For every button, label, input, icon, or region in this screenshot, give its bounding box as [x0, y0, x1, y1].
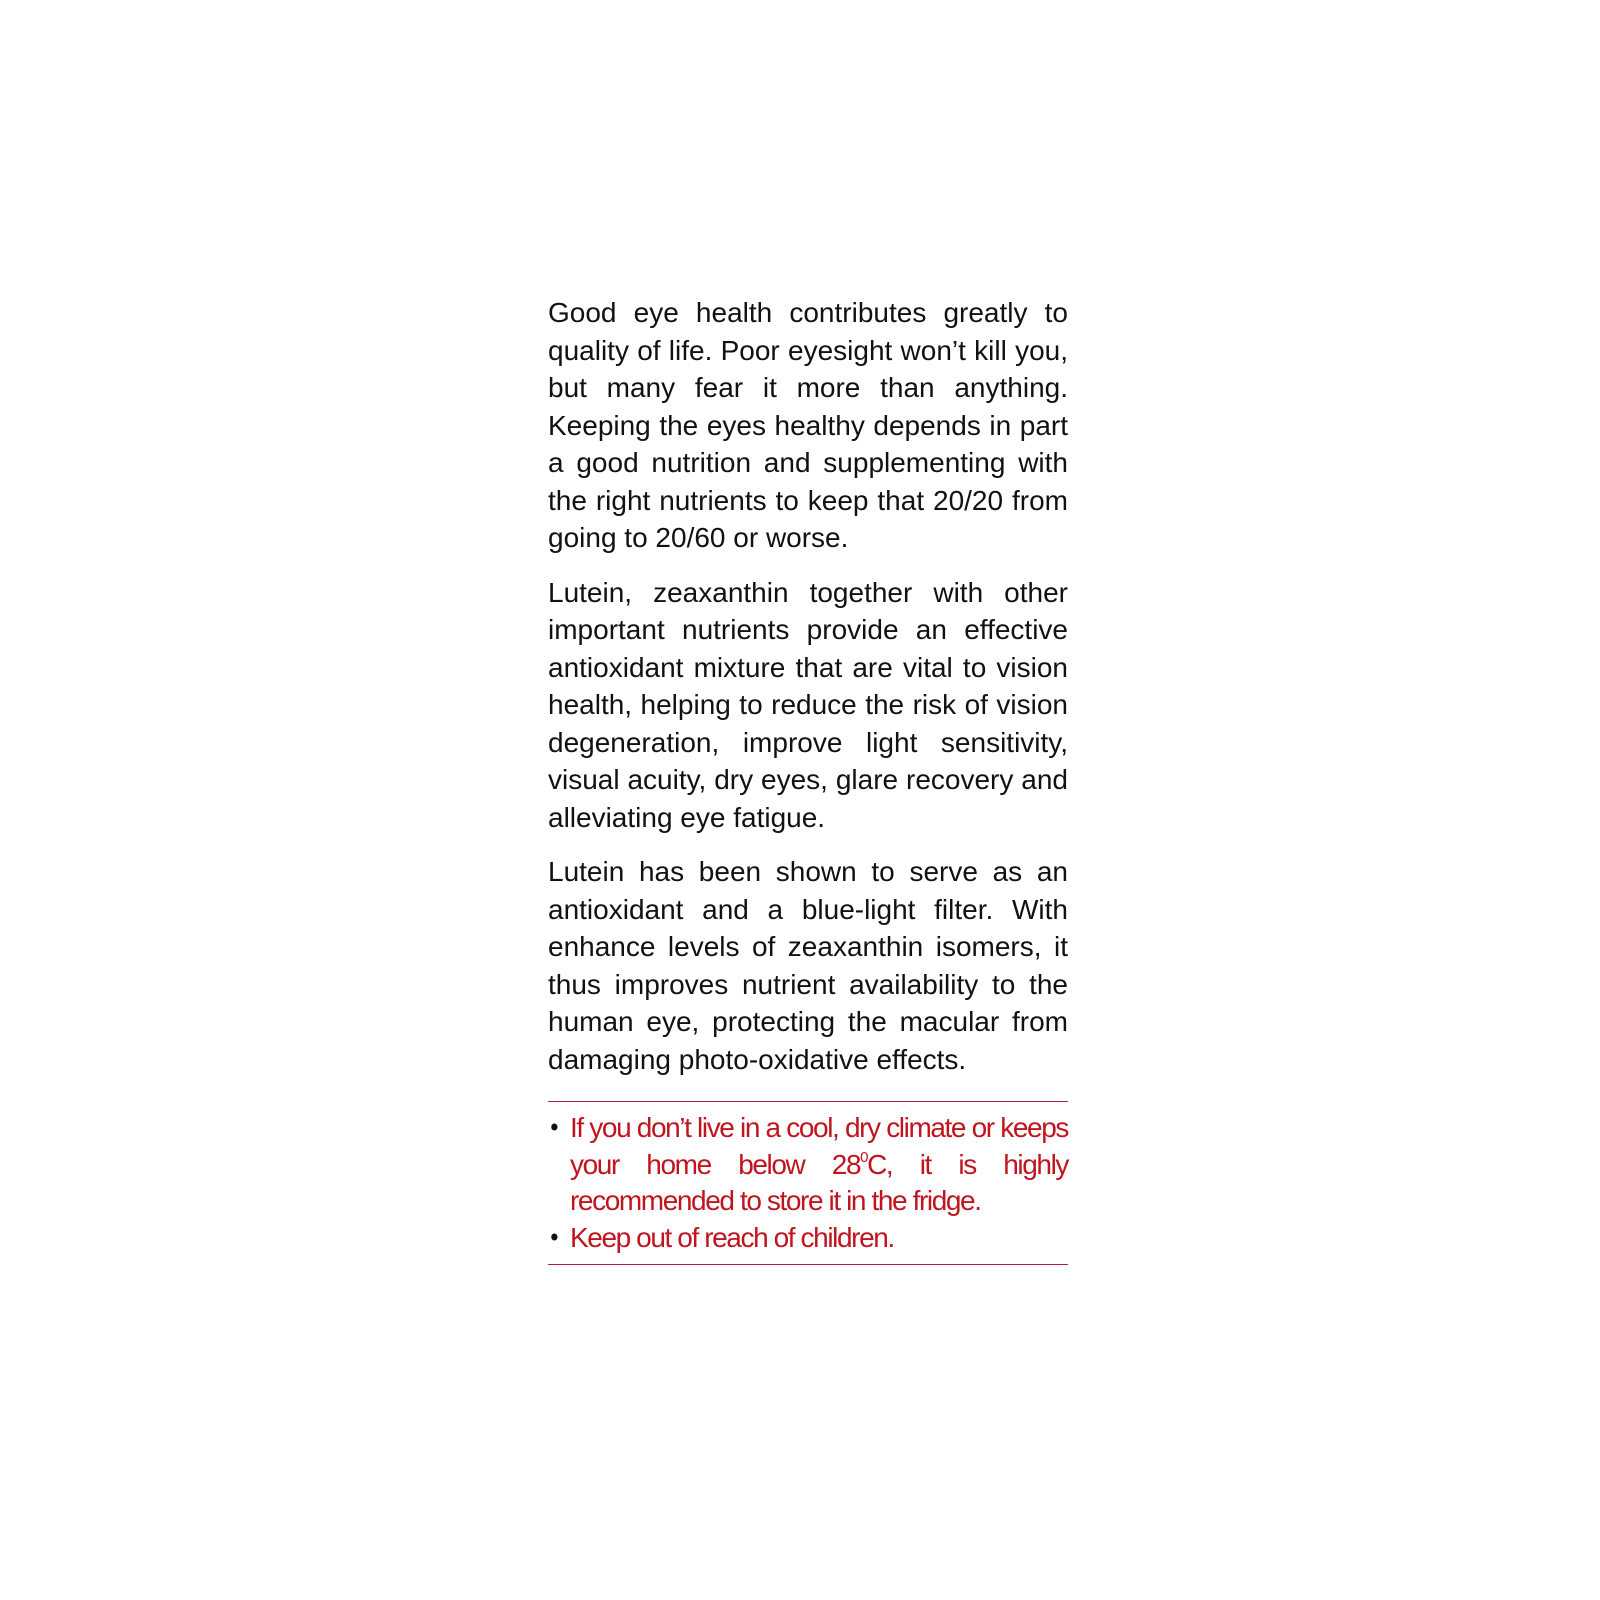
paragraph-eye-health: Good eye health contributes greatly to quality of life. Poor eyesight won’t kill you, but many fear it more than anything. Keeping the eyes healthy depends in part a good nutrition and supplementing with the right nutrients to keep that 20/20 from going to 20/60 or worse. — [548, 297, 1068, 553]
warning-text-storage — [570, 1110, 1068, 1220]
warning-item-children — [548, 1220, 1068, 1257]
warning-text-children: Keep out of reach of children. — [570, 1221, 894, 1253]
degree-superscript: 0 — [860, 1148, 868, 1166]
paragraph-lutein-zeaxanthin: Lutein, zeaxanthin together with other important nutrients provide an effective antioxidant mixture that are vital to vision health, helping to reduce the risk of vision degeneration, improve light sensitivity, visual acuity, dry eyes, glare recovery and alleviating eye fatigue. — [548, 576, 1068, 833]
warning-item-storage — [548, 1110, 1068, 1220]
paragraph-lutein-antioxidant: Lutein has been shown to serve as an antioxidant and a blue-light filter. With enhance levels of zeaxanthin isomers, it thus improves nutrient availability to the human eye, protecting the macular from damaging photo-oxidative effects. — [548, 856, 1068, 1075]
product-description-panel — [548, 294, 1068, 1265]
warning-text-storage-part2: C, it is highly recommended to store it in the fridge. — [570, 1148, 1068, 1216]
bullet-icon: • — [548, 1223, 561, 1252]
storage-warning-box — [548, 1101, 1068, 1265]
bullet-icon: • — [548, 1114, 561, 1142]
warning-text-storage-part1: If you don’t live in a cool, dry climate or keeps your home below 28 — [570, 1112, 1068, 1180]
